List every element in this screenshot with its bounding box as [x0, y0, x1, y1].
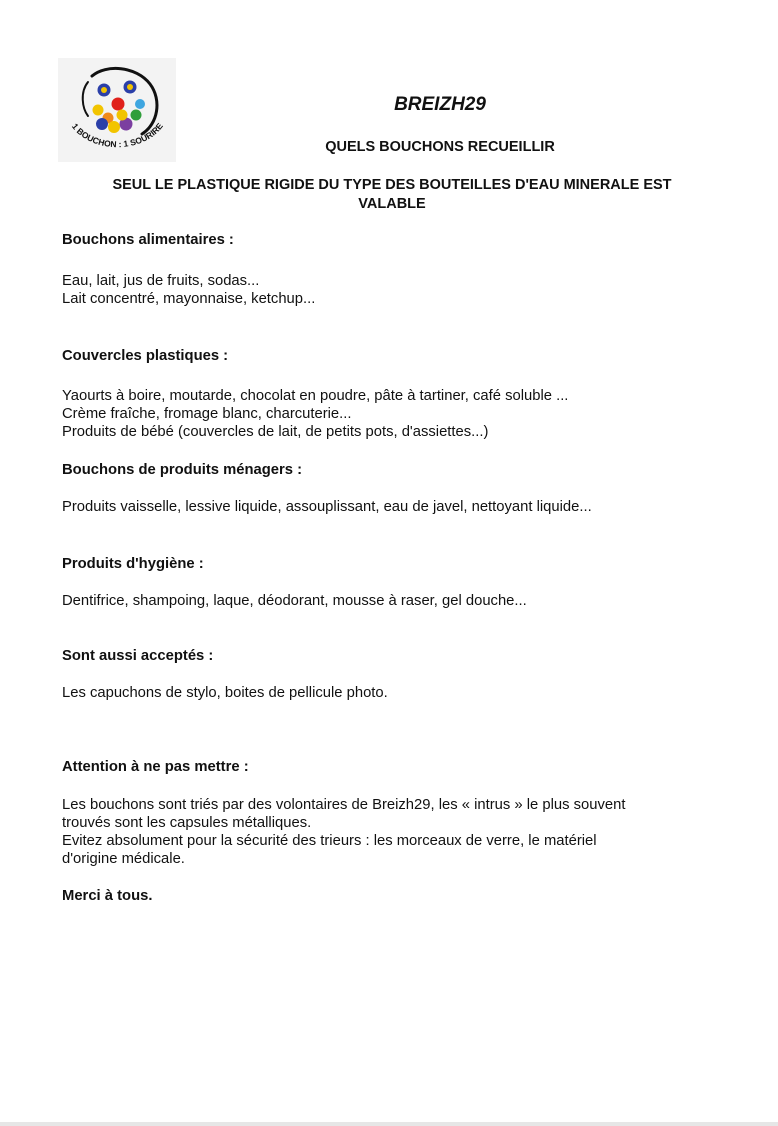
- text-line: Les capuchons de stylo, boites de pellicule photo.: [62, 685, 388, 701]
- text-line: Yaourts à boire, moutarde, chocolat en poudre, pâte à tartiner, café soluble ...: [62, 388, 569, 404]
- closing-thanks: Merci à tous.: [62, 888, 153, 904]
- notice-line: VALABLE: [358, 196, 426, 212]
- text-line: Eau, lait, jus de fruits, sodas...: [62, 273, 260, 289]
- text-line: Produits vaisselle, lessive liquide, assouplissant, eau de javel, nettoyant liquide...: [62, 499, 592, 515]
- section-heading-hygiene: Produits d'hygiène :: [62, 556, 204, 572]
- notice-line: SEUL LE PLASTIQUE RIGIDE DU TYPE DES BOUTEILLES D'EAU MINERALE EST: [112, 177, 672, 193]
- section-text-hygiene: [62, 592, 742, 610]
- logo-caption: 1 BOUCHON : 1 SOURIRE: [69, 120, 165, 150]
- section-heading-menagers: Bouchons de produits ménagers :: [62, 462, 303, 478]
- text-line: Lait concentré, mayonnaise, ketchup...: [62, 291, 316, 307]
- text-line: Evitez absolument pour la sécurité des trieurs : les morceaux de verre, le matériel: [62, 833, 597, 849]
- section-heading-attention: Attention à ne pas mettre :: [62, 759, 249, 775]
- text-line: Dentifrice, shampoing, laque, déodorant, mousse à raser, gel douche...: [62, 593, 527, 609]
- text-line: Crème fraîche, fromage blanc, charcuterie...: [62, 406, 352, 422]
- section-text-alimentaires: [62, 272, 742, 308]
- rigid-plastic-notice: [62, 176, 722, 214]
- text-line: trouvés sont les capsules métalliques.: [62, 815, 312, 831]
- bouchon-sourire-logo: [58, 58, 176, 162]
- section-heading-couvercles: Couvercles plastiques :: [62, 348, 229, 364]
- section-heading-alimentaires: Bouchons alimentaires :: [62, 232, 234, 248]
- text-line: Les bouchons sont triés par des volontaires de Breizh29, les « intrus » le plus souvent: [62, 797, 626, 813]
- section-text-attention: [62, 796, 742, 868]
- section-text-menagers: [62, 498, 742, 516]
- text-line: Produits de bébé (couvercles de lait, de petits pots, d'assiettes...): [62, 424, 489, 440]
- page-subtitle: QUELS BOUCHONS RECUEILLIR: [325, 139, 555, 155]
- text-line: d'origine médicale.: [62, 851, 185, 867]
- section-heading-acceptes: Sont aussi acceptés :: [62, 648, 214, 664]
- brand-title: BREIZH29: [394, 94, 486, 115]
- section-text-acceptes: [62, 684, 742, 702]
- section-text-couvercles: [62, 387, 742, 441]
- page-bottom-edge: [0, 1122, 778, 1126]
- document-body: [62, 231, 742, 905]
